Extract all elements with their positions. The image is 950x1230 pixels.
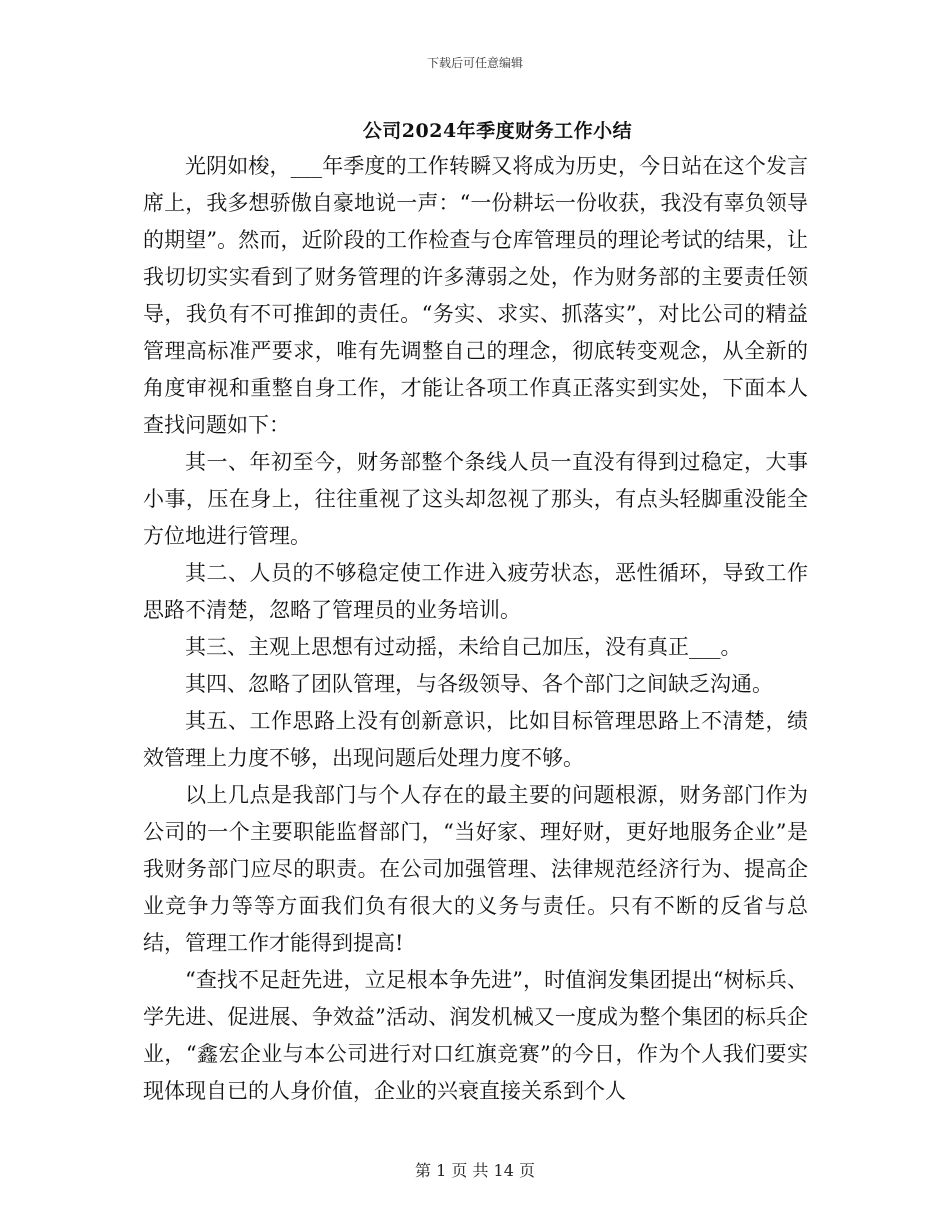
- paragraph-issue-5: 其五、工作思路上没有创新意识，比如目标管理思路上不清楚，绩效管理上力度不够，出现问题后处理力度不够。: [143, 709, 808, 770]
- document-body: [143, 148, 808, 1110]
- document-title: 公司2024年季度财务工作小结: [362, 120, 633, 142]
- paragraph-issue-2: 其二、人员的不够稳定使工作进入疲劳状态，恶性循环，导致工作思路不清楚，忽略了管理员的业务培训。: [143, 561, 808, 622]
- paragraph-intro: 光阴如梭，___年季度的工作转瞬又将成为历史，今日站在这个发言席上，我多想骄傲自豪地说一声：“一份耕坛一份收获，我没有辜负领导的期望”。然而，近阶段的工作检查与仓库管理员的理论考试的结果，让我切切实实看到了财务管理的许多薄弱之处，作为财务部的主要责任领导，我负有不可推卸的责任。“务实、求实、抓落实”，对比公司的精益管理高标准严要求，唯有先调整自己的理念，彻底转变观念，从全新的角度审视和重整自身工作，才能让各项工作真正落实到实处，下面本人查找问题如下：: [143, 154, 808, 437]
- paragraph-issue-4: 其四、忽略了团队管理，与各级领导、各个部门之间缺乏沟通。: [185, 672, 773, 696]
- paragraph-summary: 以上几点是我部门与个人存在的最主要的问题根源，财务部门作为公司的一个主要职能监督部门，“当好家、理好财，更好地服务企业”是我财务部门应尽的职责。在公司加强管理、法律规范经济行为、提高企业竞争力等等方面我们负有很大的义务与责任。只有不断的反省与总结，管理工作才能得到提高!: [143, 783, 808, 955]
- paragraph-issue-1: 其一、年初至今，财务部整个条线人员一直没有得到过稳定，大事小事，压在身上，往往重视了这头却忽视了那头，有点头轻脚重没能全方位地进行管理。: [143, 450, 808, 548]
- paragraph-campaign: “查找不足赶先进，立足根本争先进”，时值润发集团提出“树标兵、学先进、促进展、争效益”活动、润发机械又一度成为整个集团的标兵企业，“鑫宏企业与本公司进行对口红旗竞赛”的今日，作为个人我们要实现体现自已的人身价值，企业的兴衰直接关系到个人: [143, 968, 808, 1103]
- page-header-note: 下载后可任意编辑: [426, 56, 523, 70]
- page-number: 第 1 页 共 14 页: [415, 1161, 535, 1180]
- paragraph-issue-3: 其三、主观上思想有过动摇，未给自己加压，没有真正___。: [185, 635, 742, 659]
